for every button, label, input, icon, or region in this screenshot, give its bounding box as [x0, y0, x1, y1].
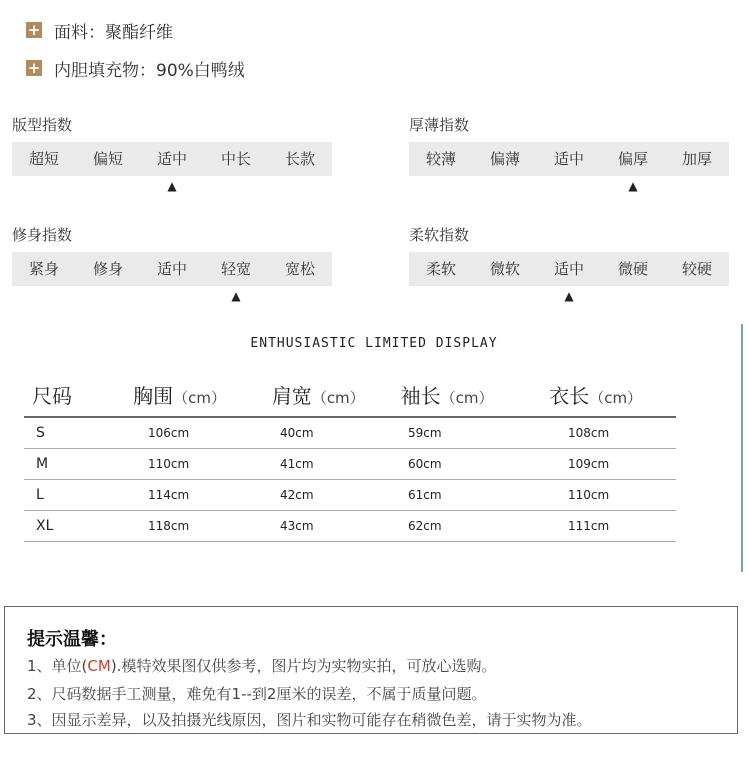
scale-option: 适中: [156, 150, 187, 168]
triangle-up-icon: ▲: [628, 179, 638, 193]
column-header: 衣长（cm）: [549, 383, 643, 408]
table-row: [24, 418, 676, 449]
table-cell: L: [36, 487, 44, 503]
fit-index-scale: [12, 142, 332, 176]
scale-option: 偏薄: [489, 150, 520, 168]
table-cell: 59cm: [408, 426, 442, 440]
scale-option: 超短: [28, 150, 59, 168]
column-header: 尺码: [32, 383, 72, 408]
softness-index-scale: [409, 252, 729, 286]
table-row: [24, 449, 676, 480]
fit-index: [12, 114, 332, 196]
table-cell: 111cm: [568, 519, 610, 533]
triangle-up-icon: ▲: [564, 289, 574, 303]
scale-option: 较薄: [425, 150, 456, 168]
notice-title: 提示温馨：: [27, 629, 117, 650]
triangle-up-icon: ▲: [231, 289, 241, 303]
column-header: 肩宽（cm）: [271, 383, 365, 408]
column-header: 胸围（cm）: [133, 383, 226, 408]
decorative-divider: [741, 324, 743, 572]
scale-option: 加厚: [681, 150, 712, 168]
plus-square-icon: +: [27, 59, 41, 77]
notice-line: 3、因显示差异，以及拍摄光线原因，图片和实物可能存在稍微色差，请于实物为准。: [27, 711, 592, 729]
table-cell: 42cm: [280, 488, 314, 502]
softness-index: [409, 224, 729, 306]
column-header: 袖长（cm）: [400, 383, 494, 408]
scale-option: 适中: [156, 260, 187, 278]
table-cell: 106cm: [148, 426, 190, 440]
spec-fabric: [26, 18, 173, 42]
scale-option: 微软: [489, 260, 520, 278]
fit-index-title: 版型指数: [12, 116, 73, 134]
scale-option: 柔软: [425, 260, 456, 278]
table-cell: M: [36, 456, 49, 472]
scale-option: 偏短: [92, 150, 123, 168]
thickness-index-scale: [409, 142, 729, 176]
table-cell: 110cm: [568, 488, 610, 502]
tailoring-index: [12, 224, 332, 306]
scale-option: 修身: [92, 260, 123, 278]
scale-option: 适中: [553, 260, 584, 278]
table-cell: 43cm: [280, 519, 314, 533]
table-cell: 108cm: [568, 426, 610, 440]
table-cell: 110cm: [148, 457, 190, 471]
table-cell: 41cm: [280, 457, 314, 471]
thickness-index-title: 厚薄指数: [409, 116, 470, 134]
table-cell: XL: [36, 518, 54, 534]
scale-option: 适中: [553, 150, 584, 168]
table-cell: 61cm: [408, 488, 442, 502]
table-cell: 40cm: [280, 426, 314, 440]
triangle-up-icon: ▲: [167, 179, 177, 193]
display-title: ENTHUSIASTIC LIMITED DISPLAY: [250, 336, 498, 351]
spec-fabric-text: 面料：聚酯纤维: [54, 22, 173, 43]
size-table: [24, 372, 676, 542]
table-cell: 118cm: [148, 519, 190, 533]
softness-index-title: 柔软指数: [409, 226, 470, 244]
scale-option: 轻宽: [220, 260, 251, 278]
table-row: [24, 480, 676, 511]
unit-highlight: CM: [87, 657, 111, 675]
scale-option: 中长: [220, 150, 251, 168]
tailoring-index-scale: [12, 252, 332, 286]
plus-square-icon: +: [27, 21, 41, 39]
scale-option: 宽松: [284, 260, 315, 278]
table-row: [24, 511, 676, 542]
scale-option: 较硬: [681, 260, 712, 278]
table-cell: 109cm: [568, 457, 610, 471]
thickness-index: [409, 114, 729, 196]
scale-option: 长款: [284, 150, 315, 168]
table-cell: 62cm: [408, 519, 442, 533]
scale-option: 紧身: [28, 260, 59, 278]
tailoring-index-title: 修身指数: [12, 226, 73, 244]
scale-option: 偏厚: [617, 150, 648, 168]
spec-filling-text: 内胆填充物：90%白鸭绒: [54, 60, 245, 81]
table-header: [24, 372, 676, 418]
table-cell: 114cm: [148, 488, 190, 502]
scale-option: 微硬: [617, 260, 648, 278]
spec-filling: [26, 56, 245, 80]
notice-line: 1、单位(CM).模特效果图仅供参考，图片均为实物实拍，可放心选购。: [27, 657, 497, 675]
notice-box: [4, 606, 738, 734]
table-cell: S: [36, 425, 45, 441]
table-cell: 60cm: [408, 457, 442, 471]
notice-line: 2、尺码数据手工测量，难免有1--到2厘米的误差，不属于质量问题。: [27, 685, 487, 703]
